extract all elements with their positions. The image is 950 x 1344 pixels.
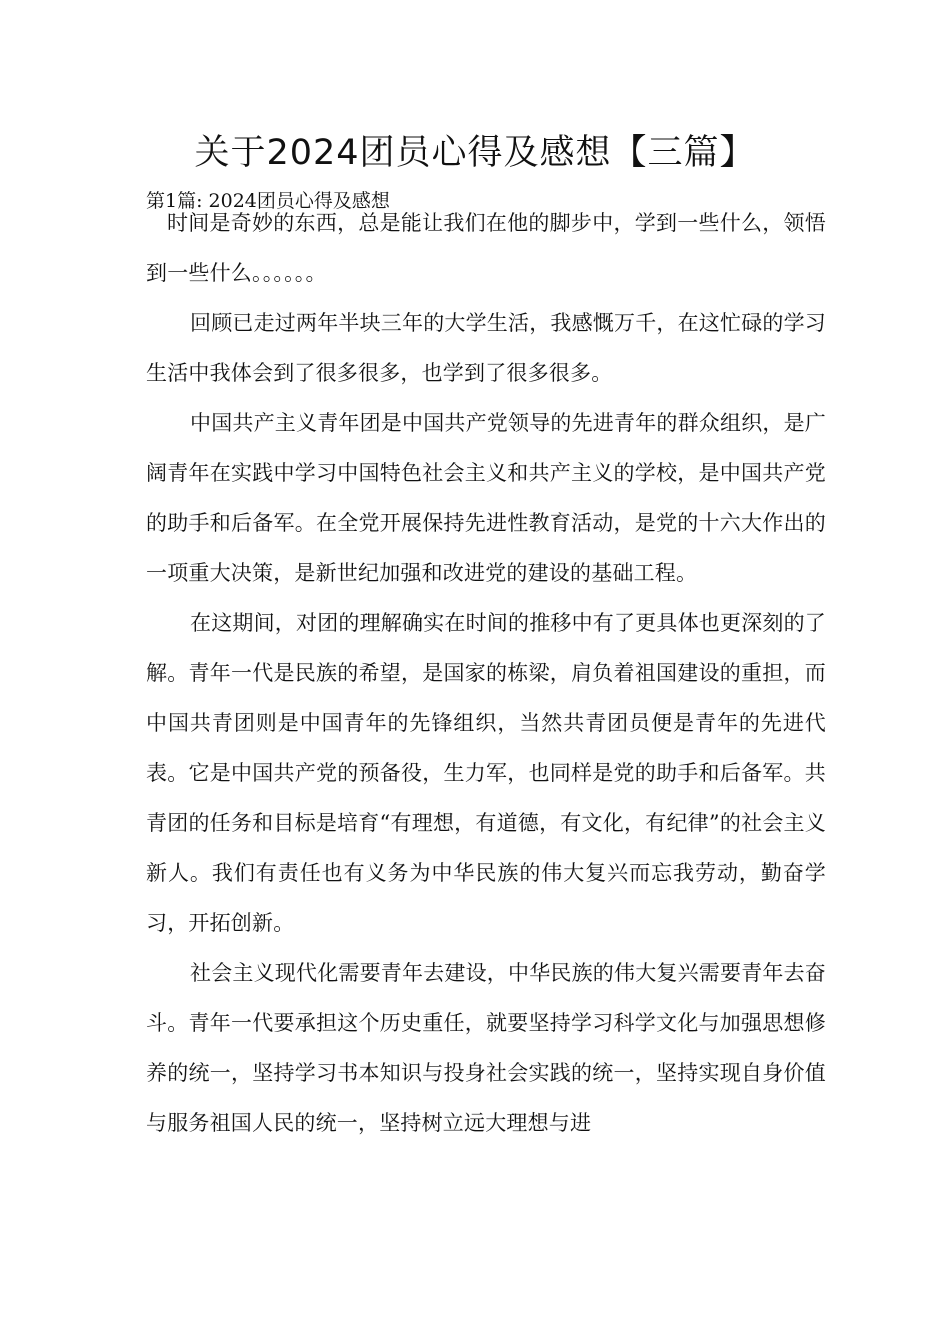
document-title: 关于2024团员心得及感想【三篇】 [194, 133, 756, 173]
paragraph: 在这期间，对团的理解确实在时间的推移中有了更具体也更深刻的了解。青年一代是民族的希望，是国家的栋梁，肩负着祖国建设的重担，而中国共青团则是中国青年的先锋组织，当然共青团员便是青年的先进代表。它是中国共产党的预备役，生力军，也同样是党的助手和后备军。共青团的任务和目标是培育“有理想，有道德，有文化，有纪律”的社会主义新人。我们有责任也有义务为中华民族的伟大复兴而忘我劳动，勤奋学习，开拓创新。 [146, 611, 826, 935]
document-body [146, 198, 826, 1148]
section-heading: 第1篇: 2024团员心得及感想 [146, 190, 390, 212]
paragraph: 时间是奇妙的东西，总是能让我们在他的脚步中，学到一些什么，领悟到一些什么。。。。。。 [146, 211, 826, 285]
paragraph: 回顾已走过两年半块三年的大学生活，我感慨万千，在这忙碌的学习生活中我体会到了很多很多，也学到了很多很多。 [146, 311, 826, 385]
paragraph: 社会主义现代化需要青年去建设，中华民族的伟大复兴需要青年去奋斗。青年一代要承担这个历史重任，就要坚持学习科学文化与加强思想修养的统一，坚持学习书本知识与投身社会实践的统一，坚持实现自身价值与服务祖国人民的统一，坚持树立远大理想与进 [146, 961, 826, 1135]
paragraph: 中国共产主义青年团是中国共产党领导的先进青年的群众组织，是广阔青年在实践中学习中国特色社会主义和共产主义的学校，是中国共产党的助手和后备军。在全党开展保持先进性教育活动，是党的十六大作出的一项重大决策，是新世纪加强和改进党的建设的基础工程。 [146, 411, 826, 585]
